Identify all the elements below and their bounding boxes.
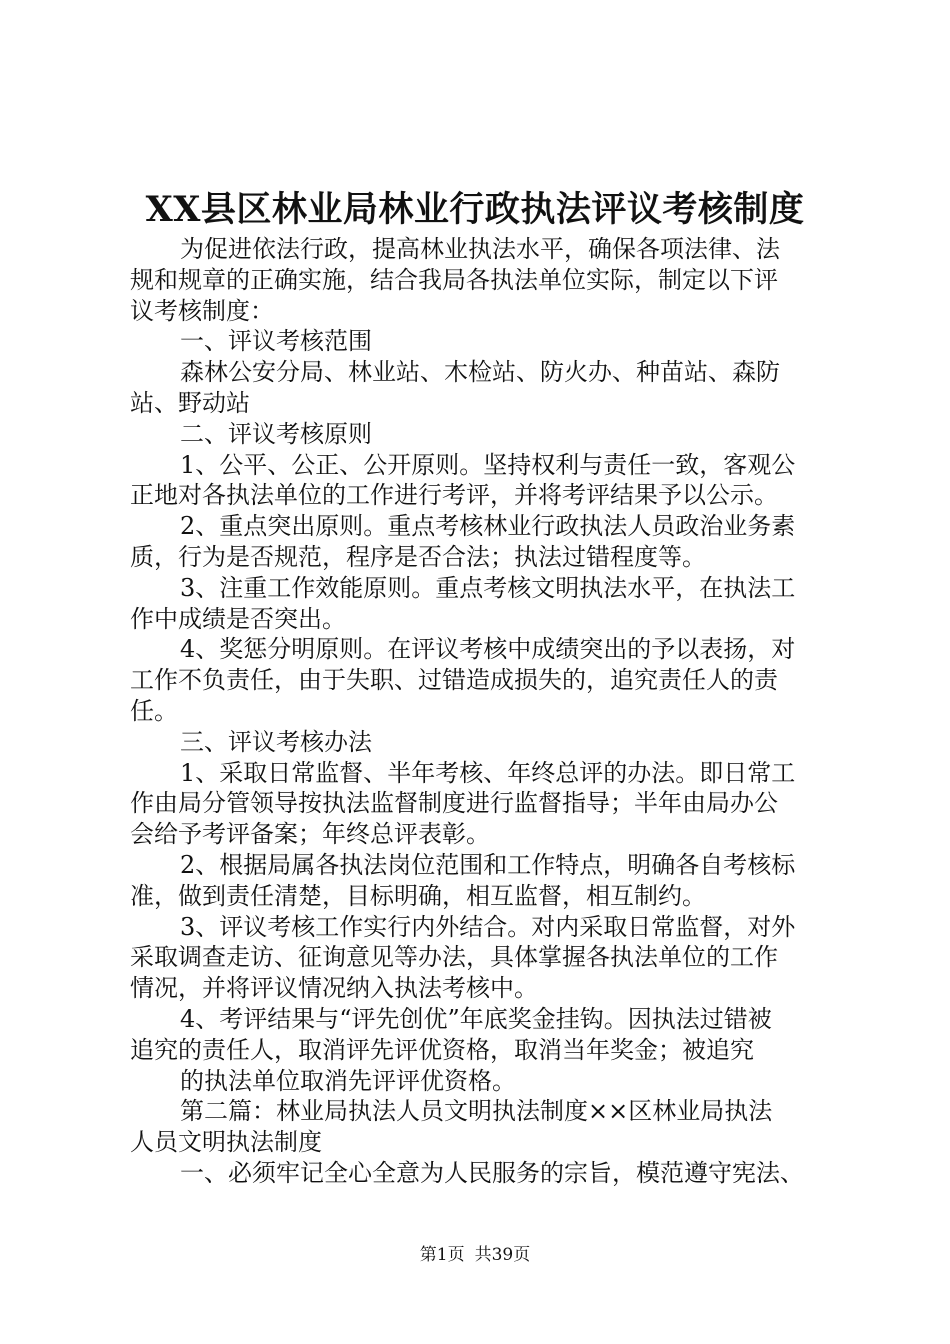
body-line: 正地对各执法单位的工作进行考评，并将考评结果予以公示。 (130, 481, 778, 510)
body-line: 3、评议考核工作实行内外结合。对内采取日常监督，对外 (180, 912, 796, 941)
section-heading: 三、评议考核办法 (180, 727, 372, 756)
page-number: 第1页 (419, 1245, 465, 1265)
body-line: 1、公平、公正、公开原则。坚持权利与责任一致，客观公 (180, 450, 796, 479)
body-line: 议考核制度： (130, 296, 274, 325)
document-body (130, 234, 830, 1189)
body-line: 2、根据局属各执法岗位范围和工作特点，明确各自考核标 (180, 850, 796, 879)
body-line: 任。 (130, 696, 178, 725)
page-total: 共39页 (474, 1245, 531, 1265)
body-line: 的执法单位取消先评评优资格。 (180, 1066, 516, 1095)
body-line: 1、采取日常监督、半年考核、年终总评的办法。即日常工 (180, 758, 796, 787)
body-line: 作中成绩是否突出。 (130, 604, 346, 633)
body-line: 2、重点突出原则。重点考核林业行政执法人员政治业务素 (180, 512, 796, 541)
body-line: 一、必须牢记全心全意为人民服务的宗旨，模范遵守宪法、 (180, 1158, 804, 1187)
body-line: 第二篇：林业局执法人员文明执法制度××区林业局执法 (180, 1097, 773, 1126)
body-line: 4、奖惩分明原则。在评议考核中成绩突出的予以表扬，对 (180, 635, 796, 664)
body-line: 质，行为是否规范，程序是否合法；执法过错程度等。 (130, 542, 706, 571)
body-line: 准，做到责任清楚，目标明确，相互监督，相互制约。 (130, 881, 706, 910)
body-line: 作由局分管领导按执法监督制度进行监督指导；半年由局办公 (130, 789, 778, 818)
body-line: 站、野动站 (130, 388, 250, 417)
body-line: 人员文明执法制度 (130, 1128, 322, 1157)
body-line: 追究的责任人，取消评先评优资格，取消当年奖金；被追究 (130, 1035, 754, 1064)
body-line: 4、考评结果与“评先创优”年底奖金挂钩。因执法过错被 (180, 1004, 772, 1033)
section-heading: 一、评议考核范围 (180, 327, 372, 356)
body-line: 森林公安分局、林业站、木检站、防火办、种苗站、森防 (180, 358, 780, 387)
body-line: 3、注重工作效能原则。重点考核文明执法水平，在执法工 (180, 573, 796, 602)
body-line: 会给予考评备案；年终总评表彰。 (130, 820, 490, 849)
body-line: 工作不负责任，由于失职、过错造成损失的，追究责任人的责 (130, 666, 778, 695)
document-title: XX县区林业局林业行政执法评议考核制度 (145, 189, 805, 230)
body-line: 采取调查走访、征询意见等办法，具体掌握各执法单位的工作 (130, 943, 778, 972)
section-heading: 二、评议考核原则 (180, 419, 372, 448)
body-line: 为促进依法行政，提高林业执法水平，确保各项法律、法 (180, 235, 780, 263)
body-line: 规和规章的正确实施，结合我局各执法单位实际，制定以下评 (130, 265, 778, 294)
body-line: 情况，并将评议情况纳入执法考核中。 (130, 974, 538, 1003)
page-footer (0, 1243, 950, 1267)
